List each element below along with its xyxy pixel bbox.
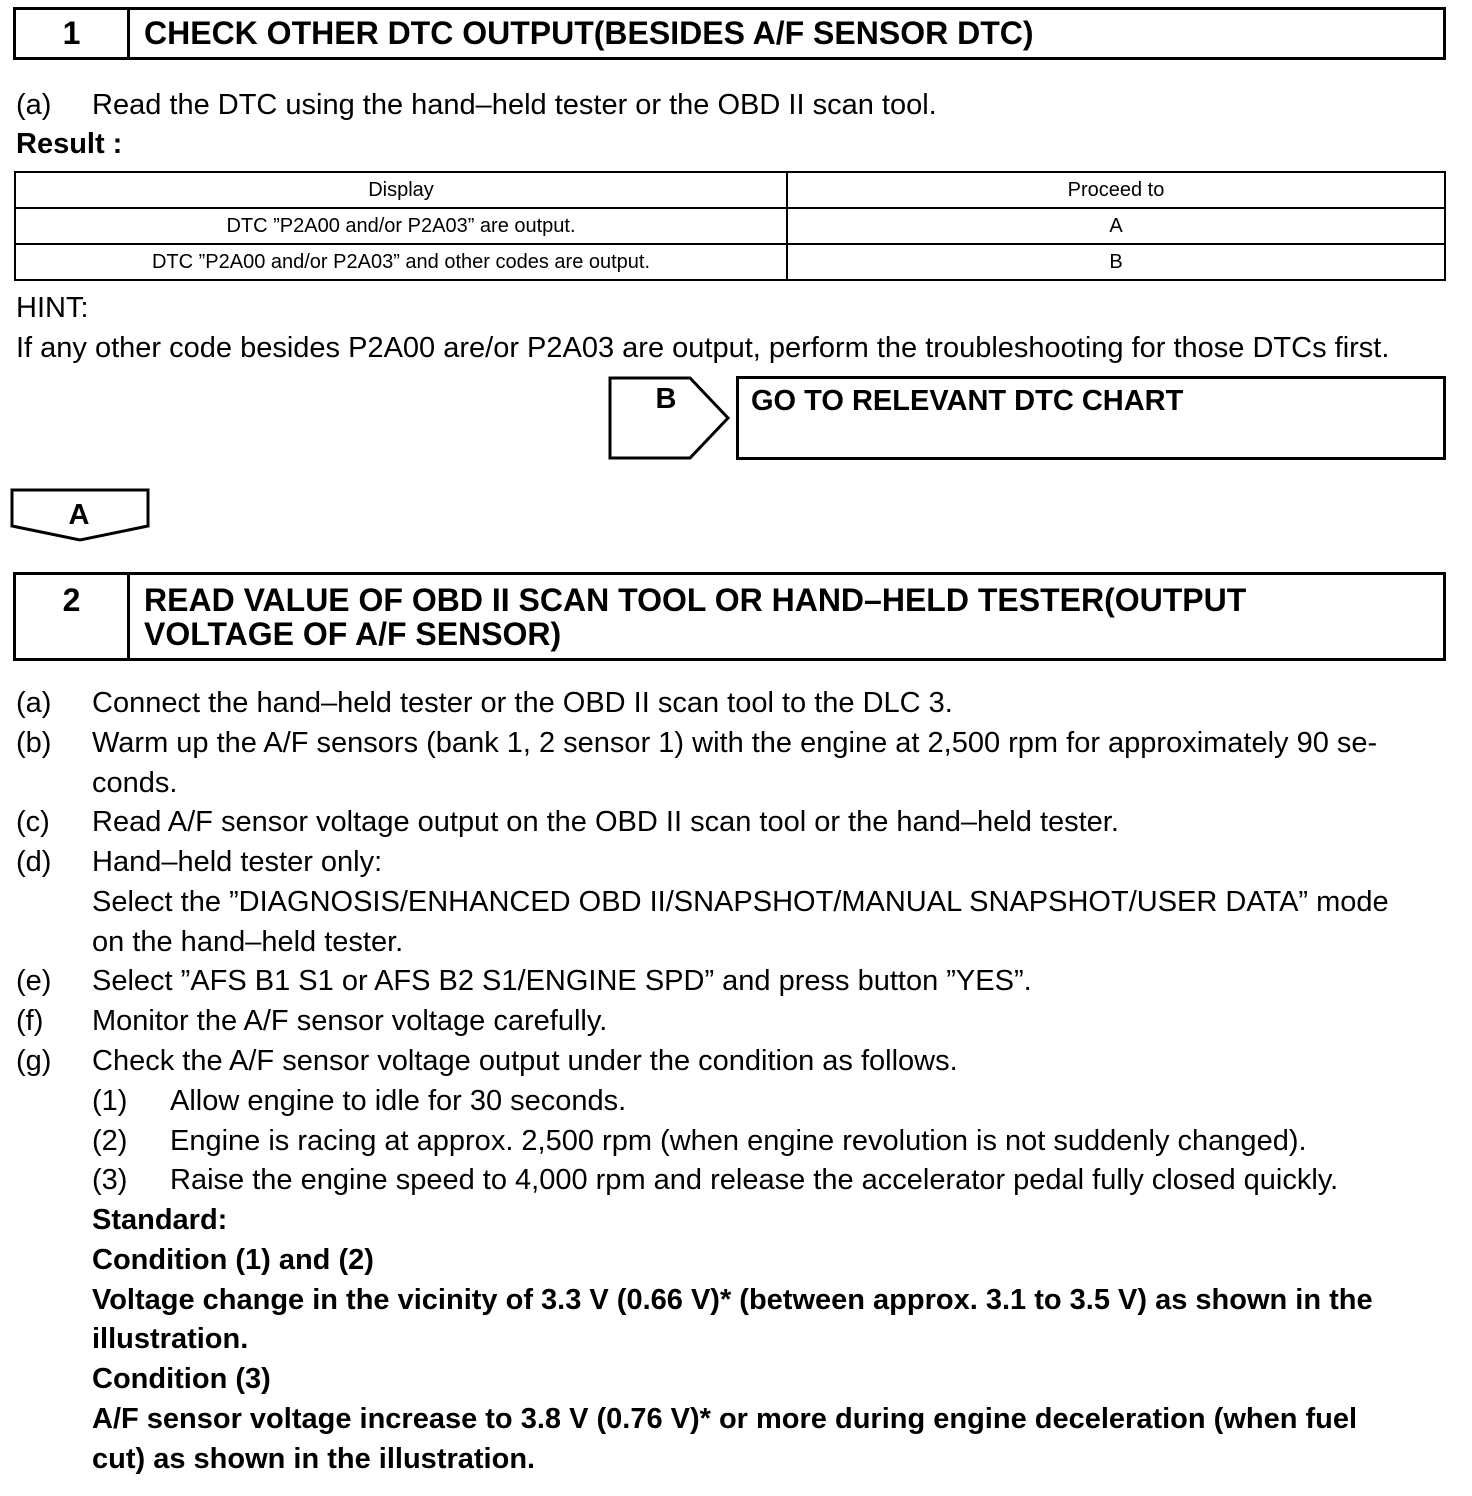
standard-label: Standard: [92, 1204, 228, 1236]
result-table [14, 171, 1446, 281]
hint-text: If any other code besides P2A00 are/or P2A03 are output, perform the troubleshooting for those DTCs first. [16, 332, 1390, 364]
item-text: Connect the hand–held tester or the OBD II scan tool to the DLC 3. [92, 687, 953, 719]
item-label: (b) [16, 727, 52, 759]
item-label: (e) [16, 965, 52, 997]
branch-b-action: GO TO RELEVANT DTC CHART [751, 385, 1184, 417]
sub-item-label: (2) [92, 1125, 128, 1157]
step-number: 2 [16, 575, 130, 658]
item-label: (c) [16, 806, 50, 838]
item-text: Select ”AFS B1 S1 or AFS B2 S1/ENGINE SPD” and press button ”YES”. [92, 965, 1032, 997]
condition-label: Condition (1) and (2) [92, 1244, 374, 1276]
branch-a-letter: A [68, 499, 90, 531]
condition-text: Voltage change in the vicinity of 3.3 V (0.66 V)* (between approx. 3.1 to 3.5 V) as shown in the [92, 1284, 1373, 1316]
item-text: Warm up the A/F sensors (bank 1, 2 sensor 1) with the engine at 2,500 rpm for approximately 90 se- [92, 727, 1378, 759]
step-title-line: VOLTAGE OF A/F SENSOR) [144, 616, 562, 652]
item-label: (g) [16, 1045, 52, 1077]
item-text: Select the ”DIAGNOSIS/ENHANCED OBD II/SNAPSHOT/MANUAL SNAPSHOT/USER DATA” mode [92, 886, 1389, 918]
instruction-text: Read the DTC using the hand–held tester or the OBD II scan tool. [92, 89, 937, 121]
sub-item-text: Raise the engine speed to 4,000 rpm and release the accelerator pedal fully closed quickly. [170, 1164, 1339, 1196]
condition-text: illustration. [92, 1323, 249, 1355]
condition-label: Condition (3) [92, 1363, 271, 1395]
item-text: on the hand–held tester. [92, 926, 404, 958]
step-2-header [13, 572, 1446, 661]
table-row [15, 208, 1445, 244]
table-header: Display [15, 172, 787, 208]
branch-b-letter: B [655, 383, 677, 415]
step-title [130, 575, 1443, 658]
item-label: (d) [16, 846, 52, 878]
table-header: Proceed to [787, 172, 1445, 208]
item-text: Read A/F sensor voltage output on the OBD II scan tool or the hand–held tester. [92, 806, 1119, 838]
sub-item-label: (3) [92, 1164, 128, 1196]
table-cell: A [787, 208, 1445, 244]
item-text: conds. [92, 767, 178, 799]
step-title: CHECK OTHER DTC OUTPUT(BESIDES A/F SENSOR DTC) [144, 15, 1034, 51]
step-title-line: READ VALUE OF OBD II SCAN TOOL OR HAND–HELD TESTER(OUTPUT [144, 582, 1247, 618]
table-row [15, 244, 1445, 280]
table-cell: B [787, 244, 1445, 280]
item-text: Check the A/F sensor voltage output under the condition as follows. [92, 1045, 958, 1077]
sub-item-text: Allow engine to idle for 30 seconds. [170, 1085, 627, 1117]
branch-b-action-box [736, 376, 1446, 460]
item-label: (a) [16, 89, 52, 121]
sub-item-label: (1) [92, 1085, 128, 1117]
condition-text: cut) as shown in the illustration. [92, 1443, 536, 1475]
sub-item-text: Engine is racing at approx. 2,500 rpm (when engine revolution is not suddenly changed). [170, 1125, 1307, 1157]
result-label: Result : [16, 128, 123, 160]
item-label: (f) [16, 1005, 44, 1037]
item-text: Monitor the A/F sensor voltage carefully. [92, 1005, 608, 1037]
hint-label: HINT: [16, 292, 89, 324]
item-label: (a) [16, 687, 52, 719]
table-header-row [15, 172, 1445, 208]
condition-text: A/F sensor voltage increase to 3.8 V (0.76 V)* or more during engine deceleration (when fuel [92, 1403, 1358, 1435]
table-cell: DTC ”P2A00 and/or P2A03” are output. [15, 208, 787, 244]
item-text: Hand–held tester only: [92, 846, 383, 878]
table-cell: DTC ”P2A00 and/or P2A03” and other codes are output. [15, 244, 787, 280]
step-number: 1 [16, 10, 130, 57]
step-1-header [13, 7, 1446, 60]
